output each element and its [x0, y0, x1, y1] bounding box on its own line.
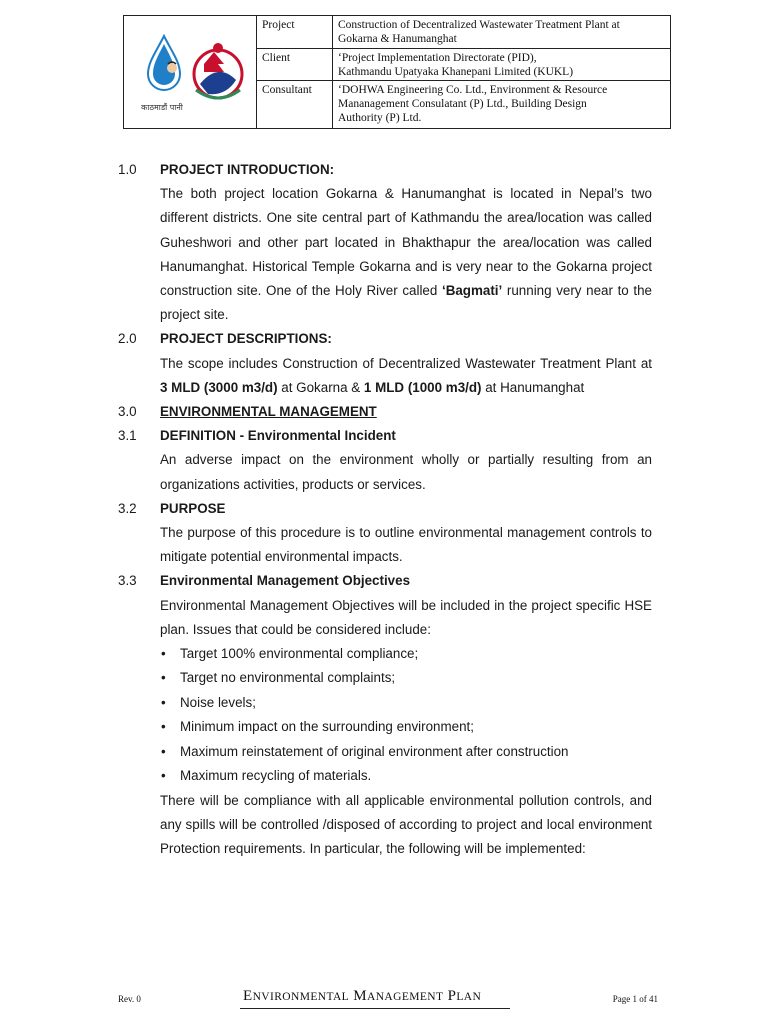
- page-number: Page 1 of 41: [612, 994, 658, 1004]
- bullet-item: [118, 764, 652, 788]
- section-title: ENVIRONMENTAL MANAGEMENT: [160, 404, 377, 420]
- bold-river-name: ‘Bagmati’: [441, 283, 503, 299]
- project-value-line: Gokarna & Hanumanghat: [338, 33, 457, 45]
- title-smallcaps: NVIRONMENTAL: [252, 991, 350, 1003]
- consultant-value-line: Authority (P) Ltd.: [338, 112, 422, 125]
- section-3-1-paragraph: An adverse impact on the environment wholly or partially resulting from an organizations activities, products or services.: [160, 452, 652, 492]
- bullet-icon: •: [161, 719, 166, 735]
- section-title: DEFINITION - Environmental Incident: [160, 428, 396, 444]
- bullet-item: [118, 666, 652, 690]
- section-number: 3.2: [118, 500, 137, 516]
- section-3-3-heading: [118, 569, 652, 593]
- section-number: 3.0: [118, 404, 137, 420]
- project-value-line: Construction of Decentralized Wastewater Treatment Plant at: [338, 19, 620, 31]
- title-initial: P: [447, 988, 457, 1004]
- title-initial: M: [353, 988, 367, 1004]
- capacity-hanumanghat: 1 MLD (1000 m3/d): [363, 379, 482, 395]
- paragraph-text: The both project location Gokarna & Hanumanghat is located in Nepal’s two different districts. One site central part of Kathmandu the area/location was called Guheshwori and other part located in Bhakthapur the area/location was called Hanumanghat. Historical Temple Gokarna and is very near to the Gokarna project construction site. One of the Holy River called: [160, 186, 652, 299]
- title-smallcaps: ANAGEMENT: [367, 991, 444, 1003]
- client-label: Client: [257, 48, 333, 81]
- bullet-icon: •: [161, 670, 166, 686]
- section-2-heading: [118, 327, 652, 351]
- section-number: 3.1: [118, 428, 137, 444]
- section-3-2-paragraph: The purpose of this procedure is to outline environmental management controls to mitigate potential environmental impacts.: [160, 525, 652, 565]
- title-initial: E: [243, 988, 253, 1004]
- section-1-paragraph: [118, 182, 652, 327]
- footer-document-title: [243, 988, 481, 1005]
- page-footer: [118, 988, 658, 1010]
- logo-caption: काठमाडौं पानी: [141, 103, 183, 112]
- flag-emblem-logo: [194, 43, 242, 98]
- paragraph-text: at Hanumanghat: [481, 379, 585, 395]
- section-title: PROJECT DESCRIPTIONS:: [160, 331, 332, 347]
- consultant-label: Consultant: [257, 81, 333, 129]
- header-table: [123, 15, 671, 129]
- section-3-2-heading: [118, 497, 652, 521]
- section-2-paragraph: [118, 352, 652, 400]
- section-3-3-outro: There will be compliance with all applicable environmental pollution controls, and any spills will be controlled /disposed of according to project and local environment Protection requirements. In particular, the following will be implemented:: [160, 792, 652, 856]
- bullet-icon: •: [161, 646, 166, 662]
- section-title: PURPOSE: [160, 500, 226, 516]
- paragraph-text: running very near to the project site.: [160, 283, 652, 323]
- paragraph-text: The scope includes Construction of Decentralized Wastewater Treatment Plant at: [160, 355, 652, 371]
- bullet-text: Maximum reinstatement of original environment after construction: [180, 743, 569, 759]
- project-value: [333, 16, 671, 49]
- revision-label: Rev. 0: [118, 994, 141, 1004]
- bullet-icon: •: [161, 743, 166, 759]
- bullet-item: [118, 715, 652, 739]
- title-smallcaps: LAN: [456, 991, 482, 1003]
- bullet-item: [118, 642, 652, 666]
- footer-underline: [240, 1008, 510, 1009]
- water-drop-logo: [148, 36, 180, 90]
- section-number: 3.3: [118, 573, 137, 589]
- bullet-text: Noise levels;: [180, 694, 256, 710]
- consultant-value-line: Mananagement Consulatant (P) Ltd., Building Design: [338, 98, 587, 111]
- organization-logos: [130, 24, 250, 120]
- bullet-text: Maximum recycling of materials.: [180, 768, 372, 784]
- client-value-line: Kathmandu Upatyaka Khanepani Limited (KUKL): [338, 65, 574, 78]
- section-1-heading: [118, 158, 652, 182]
- consultant-value-line: ‘DOHWA Engineering Co. Ltd., Environment & Resource: [338, 84, 608, 97]
- logo-cell: [124, 16, 257, 129]
- section-title: PROJECT INTRODUCTION:: [160, 162, 335, 177]
- consultant-value: [333, 81, 671, 129]
- capacity-gokarna: 3 MLD (3000 m3/d): [160, 379, 278, 395]
- bullet-item: [118, 740, 652, 764]
- bullet-text: Target no environmental complaints;: [180, 670, 396, 686]
- client-value: [333, 48, 671, 81]
- bullet-icon: •: [161, 768, 166, 784]
- section-3-1-heading: [118, 424, 652, 448]
- section-title: Environmental Management Objectives: [160, 573, 411, 589]
- bullet-item: [118, 691, 652, 715]
- bullet-text: Target 100% environmental compliance;: [180, 646, 419, 662]
- client-value-line: ‘Project Implementation Directorate (PID),: [338, 51, 537, 64]
- document-body: [118, 158, 652, 861]
- project-label: Project: [257, 16, 333, 49]
- paragraph-text: at Gokarna &: [277, 379, 364, 395]
- section-number: 1.0: [118, 162, 137, 177]
- section-3-3-intro: Environmental Management Objectives will be included in the project specific HSE plan. Issues that could be considered include:: [160, 597, 652, 637]
- bullet-icon: •: [161, 694, 166, 710]
- section-3-heading: [118, 400, 652, 424]
- bullet-text: Minimum impact on the surrounding environment;: [180, 719, 474, 735]
- section-number: 2.0: [118, 331, 137, 347]
